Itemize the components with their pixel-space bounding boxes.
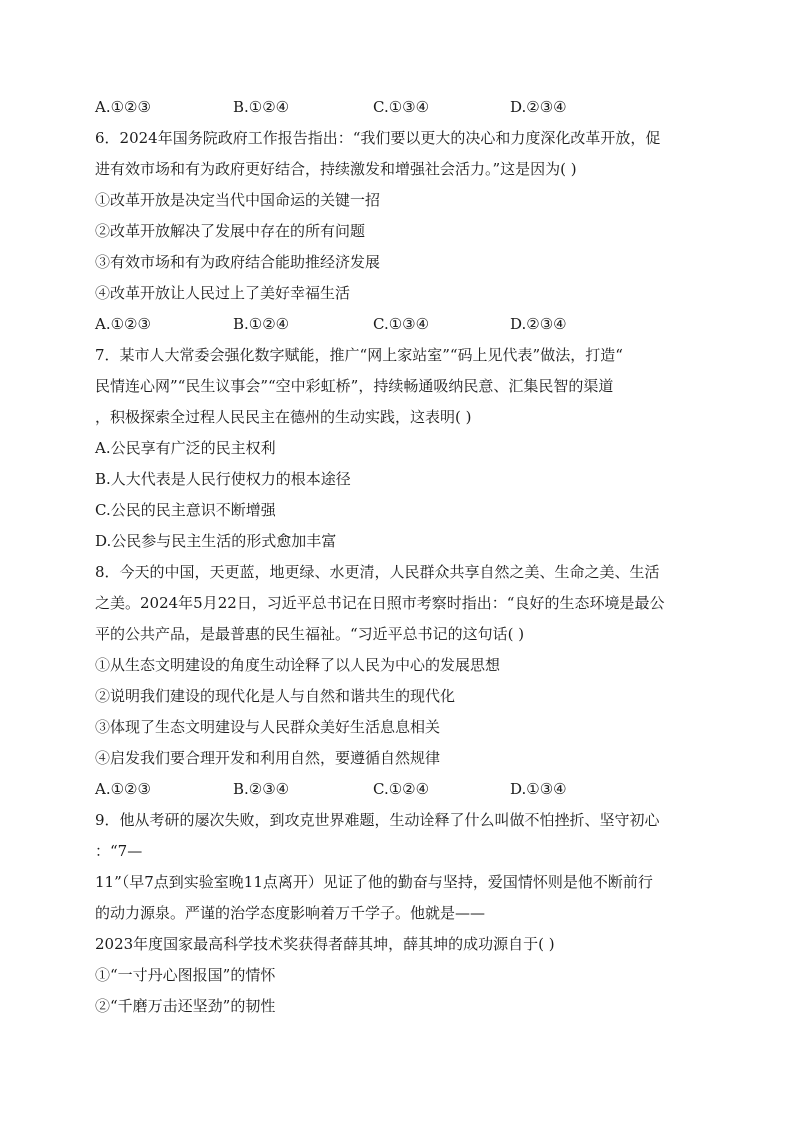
q8-option-c: C.①②④	[373, 780, 430, 798]
q8-item-2: ②说明我们建设的现代化是人与自然和谐共生的现代化	[95, 687, 456, 705]
q5-option-a: A.①②③	[95, 98, 151, 116]
q8-stem-line-1: 8．今天的中国，天更蓝，地更绿、水更清，人民群众共享自然之美、生命之美、生活	[95, 563, 660, 581]
q9-stem-line-5: 2023年度国家最高科学技术奖获得者薛其坤，薛其坤的成功源自于( )	[95, 935, 555, 953]
q8-option-d: D.①③④	[510, 780, 567, 798]
q6-stem-line-1: 6．2024年国务院政府工作报告指出：“我们要以更大的决心和力度深化改革开放，促	[95, 129, 661, 147]
q9-item-1: ①“一寸丹心图报国”的情怀	[95, 966, 276, 984]
q6-item-4: ④改革开放让人民过上了美好幸福生活	[95, 284, 351, 302]
q7-choice-d: D.公民参与民主生活的形式愈加丰富	[95, 532, 337, 550]
q9-stem-line-3: 11”（早7点到实验室晚11点离开）见证了他的勤奋与坚持，爱国情怀则是他不断前行	[95, 873, 653, 891]
q6-stem-line-2: 进有效市场和有为政府更好结合，持续激发和增强社会活力。”这是因为( )	[95, 160, 577, 178]
q6-options	[95, 313, 705, 335]
q8-stem-line-2: 之美。2024年5月22日，习近平总书记在日照市考察时指出：“良好的生态环境是最公	[95, 594, 665, 612]
q9-stem-line-1: 9．他从考研的屡次失败，到攻克世界难题，生动诠释了什么叫做不怕挫折、坚守初心	[95, 811, 660, 829]
q9-stem-line-4: 的动力源泉。严谨的治学态度影响着万千学子。他就是——	[95, 904, 486, 922]
q9-stem-line-2: ：“7—	[95, 842, 143, 860]
q6-option-b: B.①②④	[233, 315, 290, 333]
q5-option-c: C.①③④	[373, 98, 430, 116]
q7-choice-b: B.人大代表是人民行使权力的根本途径	[95, 470, 351, 488]
q6-item-3: ③有效市场和有为政府结合能助推经济发展	[95, 253, 381, 271]
q6-item-2: ②改革开放解决了发展中存在的所有问题	[95, 222, 366, 240]
q8-item-4: ④启发我们要合理开发和利用自然，要遵循自然规律	[95, 749, 441, 767]
q6-option-d: D.②③④	[510, 315, 567, 333]
q7-choice-a: A.公民享有广泛的民主权利	[95, 439, 276, 457]
q8-stem-line-3: 平的公共产品，是最普惠的民生福祉。“习近平总书记的这句话( )	[95, 625, 525, 643]
q8-item-1: ①从生态文明建设的角度生动诠释了以人民为中心的发展思想	[95, 656, 501, 674]
q8-item-3: ③体现了生态文明建设与人民群众美好生活息息相关	[95, 718, 441, 736]
q5-option-b: B.①②④	[233, 98, 290, 116]
q6-option-c: C.①③④	[373, 315, 430, 333]
q8-option-b: B.②③④	[233, 780, 290, 798]
q7-choice-c: C.公民的民主意识不断增强	[95, 501, 276, 519]
q7-stem-line-1: 7．某市人大常委会强化数字赋能，推广“网上家站室”“码上见代表”做法，打造“	[95, 346, 623, 364]
q7-stem-line-2: 民情连心网”“民生议事会”“空中彩虹桥”，持续畅通吸纳民意、汇集民智的渠道	[95, 377, 614, 395]
q6-item-1: ①改革开放是决定当代中国命运的关键一招	[95, 191, 381, 209]
q9-item-2: ②“千磨万击还坚劲”的韧性	[95, 997, 276, 1015]
q5-option-d: D.②③④	[510, 98, 567, 116]
q8-options	[95, 778, 705, 800]
q5-options	[95, 96, 705, 118]
q7-stem-line-3: ，积极探索全过程人民民主在德州的生动实践，这表明( )	[95, 408, 472, 426]
q6-option-a: A.①②③	[95, 315, 151, 333]
q8-option-a: A.①②③	[95, 780, 151, 798]
